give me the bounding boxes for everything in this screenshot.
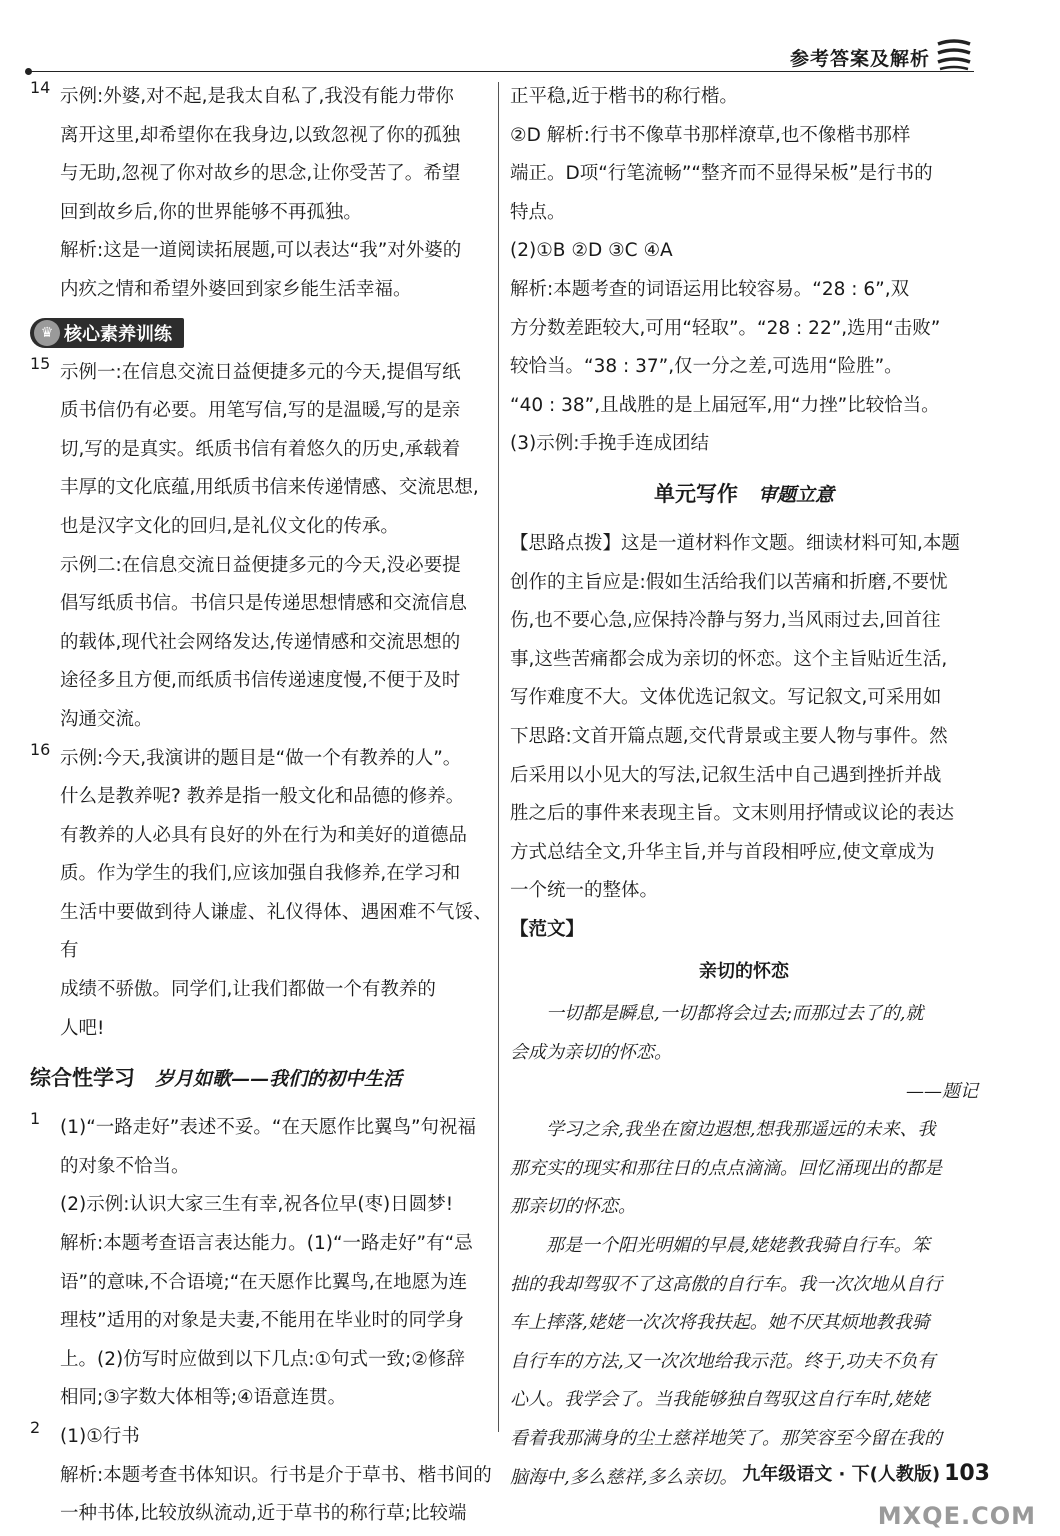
essay-line: 学习之余,我坐在窗边遐想,想我那遥远的未来、我 xyxy=(546,1119,936,1141)
analysis-line: “40 : 38”,且战胜的是上届冠军,用“力挫”比较恰当。 xyxy=(510,394,940,416)
answer-line: 什么是教养呢? 教养是指一般文化和品德的修养。 xyxy=(60,786,465,808)
guide-line: 创作的主旨应是:假如生活给我们以苦痛和折磨,不要忧 xyxy=(510,571,948,593)
section-title: 综合性学习 xyxy=(30,1066,135,1091)
analysis-line: 解析:本题考查书体知识。行书是介于草书、楷书间的 xyxy=(60,1464,492,1486)
answer-line: 生活中要做到待人谦虚、礼仪得体、遇困难不气馁、有 xyxy=(60,901,492,962)
header-title: 参考答案及解析 xyxy=(789,48,930,70)
essay-line: 那充实的现实和那往日的点点滴滴。回忆涌现出的都是 xyxy=(510,1157,942,1179)
answer-line: 端正。D项“行笔流畅”“整齐而不显得呆板”是行书的 xyxy=(510,163,933,185)
essay-paragraph xyxy=(510,1111,978,1227)
answer-line: 有教养的人必具有良好的外在行为和美好的道德品 xyxy=(60,824,468,846)
section-title: 单元写作 xyxy=(653,481,738,506)
answer-line: 倡写纸质书信。书信只是传递思想情感和交流信息 xyxy=(60,593,468,615)
essay-line: 一切都是瞬息,一切都将会过去;而那过去了的,就 xyxy=(546,1003,924,1025)
banner-label: 核心素养训练 xyxy=(64,323,172,345)
essay-line: 脑海中,多么慈祥,多么亲切。 xyxy=(510,1466,738,1488)
essay-line: 那亲切的怀恋。 xyxy=(510,1196,636,1218)
section-heading xyxy=(30,1048,492,1109)
answer-line: 的载体,现代社会网络发达,传递情感和交流思想的 xyxy=(60,631,461,653)
analysis-line: 解析:本题考查的词语运用比较容易。“28 : 6”,双 xyxy=(510,278,910,300)
analysis-line: 较恰当。“38 : 37”,仅一分之差,可选用“险胜”。 xyxy=(510,356,903,378)
essay-line: 自行车的方法,又一次次地给我示范。终于,功夫不负有 xyxy=(510,1350,936,1372)
right-column xyxy=(510,78,978,1497)
section-subtitle: 审题立意 xyxy=(757,483,834,506)
answer-line: 示例:今天,我演讲的题目是“做一个有教养的人”。 xyxy=(60,747,462,769)
question-number: 1 xyxy=(30,1109,41,1129)
page-number: 103 xyxy=(944,1461,990,1486)
question-number: 15 xyxy=(30,353,51,373)
page-footer xyxy=(742,1460,990,1486)
essay-line: 心人。我学会了。当我能够独自驾驭这自行车时,姥姥 xyxy=(510,1389,930,1411)
essay-paragraph xyxy=(510,1227,978,1497)
question-2-continued xyxy=(510,78,978,464)
essay-line: 车上摔落,姥姥一次次将我扶起。她不厌其烦地教我骑 xyxy=(510,1312,930,1334)
left-column xyxy=(30,78,492,1534)
answer-line: 切,写的是真实。纸质书信有着悠久的历史,承载着 xyxy=(60,438,461,460)
essay-line: 那是一个阳光明媚的早晨,姥姥教我骑自行车。笨 xyxy=(546,1235,930,1257)
answer-line: 人吧! xyxy=(60,1017,105,1039)
answer-line: 质。作为学生的我们,应该加强自我修养,在学习和 xyxy=(60,863,461,885)
answer-line: (1)“一路走好”表述不妥。“在天愿作比翼鸟”句祝福 xyxy=(60,1117,477,1139)
guide-line: 伤,也不要心急,应保持冷静与努力,当风雨过去,回首往 xyxy=(510,610,941,632)
analysis-line: 相同;③字数大体相等;④语意连贯。 xyxy=(60,1387,347,1409)
guide-line: 胜之后的事件来表现主旨。文末则用抒情或议论的表达 xyxy=(510,803,955,825)
answer-line: 正平稳,近于楷书的称行楷。 xyxy=(510,86,738,107)
answer-line: (3)示例:手挽手连成团结 xyxy=(510,433,709,455)
answer-line: 的对象不恰当。 xyxy=(60,1155,190,1177)
essay-epigraph xyxy=(510,995,978,1111)
answer-line: ②D 解析:行书不像草书那样潦草,也不像楷书那样 xyxy=(510,124,911,146)
watermark: MXQE.COM xyxy=(877,1502,1036,1530)
answer-line: 丰厚的文化底蕴,用纸质书信来传递情感、交流思想, xyxy=(60,477,479,499)
header-rule xyxy=(28,71,974,72)
answer-line: 成绩不骄傲。同学们,让我们都做一个有教养的 xyxy=(60,979,436,1001)
column-divider xyxy=(498,82,499,1432)
answer-line: 特点。 xyxy=(510,201,566,223)
answer-line: 也是汉字文化的回归,是礼仪文化的传承。 xyxy=(60,515,399,537)
answer-line: 离开这里,却希望你在我身边,以致忽视了你的孤独 xyxy=(60,124,461,146)
books-stack-icon xyxy=(934,36,974,74)
question-15 xyxy=(30,354,492,740)
answer-line: 回到故乡后,你的世界能够不再孤独。 xyxy=(60,201,362,223)
essay-line: 会成为亲切的怀恋。 xyxy=(510,1042,672,1064)
analysis-line: 解析:这是一道阅读拓展题,可以表达“我”对外婆的 xyxy=(60,240,462,262)
question-1 xyxy=(30,1109,492,1418)
section-heading xyxy=(510,464,978,525)
essay-title: 亲切的怀恋 xyxy=(699,961,789,983)
essay-line: 拙的我却驾驭不了这高傲的自行车。我一次次地从自行 xyxy=(510,1273,942,1295)
sample-essay-label: 【范文】 xyxy=(510,918,585,940)
guide-line: 后采用以小见大的写法,记叙生活中自己遇到挫折并战 xyxy=(510,764,942,786)
question-16 xyxy=(30,740,492,1049)
essay-line: 看着我那满身的尘土慈祥地笑了。那笑容至今留在我的 xyxy=(510,1428,942,1449)
analysis-line: 解析:本题考查语言表达能力。(1)“一路走好”有“忌 xyxy=(60,1233,473,1255)
question-number: 2 xyxy=(30,1418,41,1437)
section-subtitle: 岁月如歌——我们的初中生活 xyxy=(155,1068,403,1091)
analysis-line: 上。(2)仿写时应做到以下几点:①句式一致;②修辞 xyxy=(60,1348,465,1370)
analysis-line: 方分数差距较大,可用“轻取”。“28 : 22”,选用“击败” xyxy=(510,317,941,339)
writing-guide xyxy=(510,525,978,911)
question-14 xyxy=(30,78,492,310)
answer-line: 示例一:在信息交流日益便捷多元的今天,提倡写纸 xyxy=(60,361,461,383)
answer-line: 途径多且方便,而纸质书信传递速度慢,不便于及时 xyxy=(60,670,461,692)
guide-line: 一个统一的整体。 xyxy=(510,880,659,902)
answer-line: (1)①行书 xyxy=(60,1426,140,1447)
analysis-line: 一种书体,比较放纵流动,近于草书的称行草;比较端 xyxy=(60,1503,467,1525)
analysis-line: 内疚之情和希望外婆回到家乡能生活幸福。 xyxy=(60,278,412,300)
question-number: 14 xyxy=(30,78,51,97)
answer-line: 质书信仍有必要。用笔写信,写的是温暖,写的是亲 xyxy=(60,400,461,422)
guide-line: 下思路:文首开篇点题,交代背景或主要人物与事件。然 xyxy=(510,725,948,747)
answer-line: 示例:外婆,对不起,是我太自私了,我没有能力带你 xyxy=(60,86,454,107)
answer-line: 与无助,忽视了你对故乡的思念,让你受苦了。希望 xyxy=(60,163,461,185)
answer-line: (2)示例:认识大家三生有幸,祝各位早(枣)日圆梦! xyxy=(60,1194,454,1216)
answer-line: 示例二:在信息交流日益便捷多元的今天,没必要提 xyxy=(60,554,461,576)
answer-line: (2)①B ②D ③C ④A xyxy=(510,240,673,262)
section-banner xyxy=(30,318,184,348)
crown-icon: ♛ xyxy=(34,320,60,346)
guide-line: 事,这些苦痛都会成为亲切的怀恋。这个主旨贴近生活, xyxy=(510,648,948,670)
analysis-line: 语”的意味,不合语境;“在天愿作比翼鸟,在地愿为连 xyxy=(60,1271,468,1293)
guide-line: 写作难度不大。文体优选记叙文。写记叙文,可采用如 xyxy=(510,687,942,709)
analysis-line: 理枝”适用的对象是夫妻,不能用在毕业时的同学身 xyxy=(60,1310,464,1332)
book-title: 九年级语文 · 下(人教版) xyxy=(742,1464,941,1485)
guide-line: 【思路点拨】这是一道材料作文题。细读材料可知,本题 xyxy=(510,532,960,554)
answer-line: 沟通交流。 xyxy=(60,708,153,730)
question-number: 16 xyxy=(30,739,51,759)
epigraph-label: ——题记 xyxy=(906,1080,978,1102)
guide-line: 方式总结全文,升华主旨,并与首段相呼应,使文章成为 xyxy=(510,841,935,863)
question-2 xyxy=(30,1418,492,1534)
